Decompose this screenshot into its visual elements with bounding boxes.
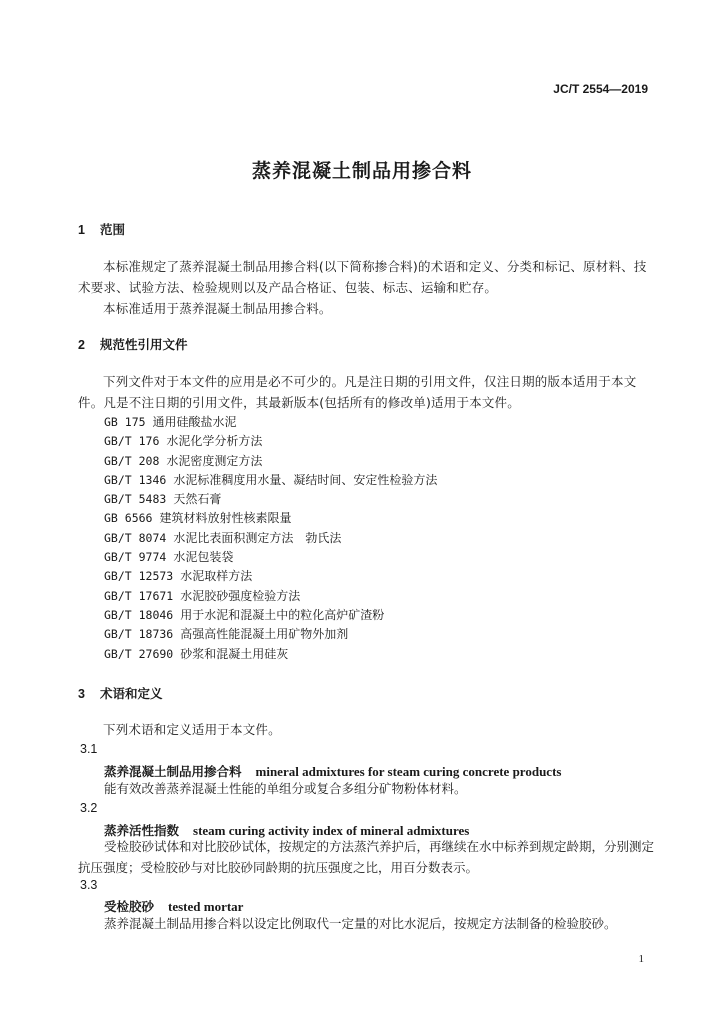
section-title: 术语和定义 — [100, 686, 163, 701]
reference-title: 用于水泥和混凝土中的粒化高炉矿渣粉 — [180, 607, 385, 622]
section-2-heading — [78, 335, 188, 353]
reference-code: GB 6566 — [104, 511, 153, 526]
reference-title: 水泥取样方法 — [180, 569, 253, 584]
list-item — [104, 432, 437, 451]
term-zh: 受检胶砂 — [104, 899, 155, 914]
list-item — [104, 587, 437, 606]
list-item — [104, 645, 437, 664]
list-item — [104, 509, 437, 528]
section-number: 3 — [78, 687, 85, 701]
reference-code: GB/T 9774 — [104, 550, 167, 565]
reference-code: GB/T 18046 — [104, 607, 174, 622]
list-item — [104, 471, 437, 490]
list-item — [104, 548, 437, 567]
reference-code: GB/T 18736 — [104, 627, 174, 642]
term-en: tested mortar — [168, 899, 244, 914]
document-title: 蒸养混凝土制品用掺合料 — [251, 160, 472, 182]
list-item — [104, 490, 437, 509]
reference-list — [104, 413, 437, 664]
term-number: 3.1 — [80, 742, 98, 756]
list-item — [104, 529, 437, 548]
reference-title: 建筑材料放射性核素限量 — [159, 511, 292, 526]
reference-title: 水泥包装袋 — [173, 550, 234, 565]
terms-intro: 下列术语和定义适用于本文件。 — [103, 722, 281, 737]
scope-paragraph-2: 本标准适用于蒸养混凝土制品用掺合料。 — [103, 301, 332, 316]
reference-code: GB/T 8074 — [104, 530, 167, 545]
reference-title: 天然石膏 — [173, 492, 222, 507]
section-title: 范围 — [100, 222, 126, 237]
section-title: 规范性引用文件 — [100, 337, 188, 352]
list-item — [104, 452, 437, 471]
term-zh: 蒸养活性指数 — [104, 823, 180, 838]
reference-title: 通用硅酸盐水泥 — [152, 415, 237, 429]
normative-intro: 下列文件对于本文件的应用是必不可少的。凡是注日期的引用文件，仅注日期的版本适用于本文件。凡是不注日期的引用文件，其最新版本(包括所有的修改单)适用于本文件。 — [78, 374, 637, 410]
scope-paragraph-1: 本标准规定了蒸养混凝土制品用掺合料(以下简称掺合料)的术语和定义、分类和标记、原材料、技术要求、试验方法、检验规则以及产品合格证、包装、标志、运输和贮存。 — [78, 259, 647, 295]
reference-title: 水泥标准稠度用水量、凝结时间、安定性检验方法 — [173, 472, 438, 487]
reference-title: 水泥化学分析方法 — [166, 434, 263, 449]
reference-title: 砂浆和混凝土用硅灰 — [180, 646, 289, 661]
term-number: 3.3 — [80, 878, 98, 892]
term-en: steam curing activity index of mineral admixtures — [193, 823, 470, 838]
term-definition: 受检胶砂试体和对比胶砂试体，按规定的方法蒸汽养护后，再继续在水中标养到规定龄期，分别测定抗压强度；受检胶砂与对比胶砂同龄期的抗压强度之比，用百分数表示。 — [78, 839, 655, 875]
reference-code: GB 175 — [104, 415, 146, 429]
reference-code: GB/T 5483 — [104, 492, 167, 507]
reference-code: GB/T 12573 — [104, 569, 174, 584]
term-en: mineral admixtures for steam curing concrete products — [255, 764, 562, 779]
reference-code: GB/T 17671 — [104, 588, 174, 603]
page-number: 1 — [638, 953, 644, 965]
term-definition: 蒸养混凝土制品用掺合料以设定比例取代一定量的对比水泥后，按规定方法制备的检验胶砂。 — [104, 916, 617, 931]
list-item — [104, 567, 437, 586]
section-number: 1 — [78, 223, 85, 237]
term-zh: 蒸养混凝土制品用掺合料 — [104, 764, 242, 779]
list-item — [104, 625, 437, 644]
section-3-heading — [78, 684, 163, 702]
reference-code: GB/T 208 — [104, 453, 160, 468]
list-item — [104, 413, 437, 432]
section-number: 2 — [78, 338, 85, 352]
reference-code: GB/T 27690 — [104, 646, 174, 661]
reference-title: 高强高性能混凝土用矿物外加剂 — [180, 627, 349, 642]
reference-title: 水泥胶砂强度检验方法 — [180, 588, 301, 603]
standard-code: JC/T 2554—2019 — [553, 82, 648, 96]
reference-title: 水泥密度测定方法 — [166, 453, 263, 468]
term-definition: 能有效改善蒸养混凝土性能的单组分或复合多组分矿物粉体材料。 — [104, 781, 467, 796]
reference-code: GB/T 1346 — [104, 472, 167, 487]
list-item — [104, 606, 437, 625]
section-1-heading — [78, 220, 125, 238]
term-number: 3.2 — [80, 801, 98, 815]
reference-title: 水泥比表面积测定方法 勃氏法 — [173, 530, 342, 545]
reference-code: GB/T 176 — [104, 434, 160, 449]
